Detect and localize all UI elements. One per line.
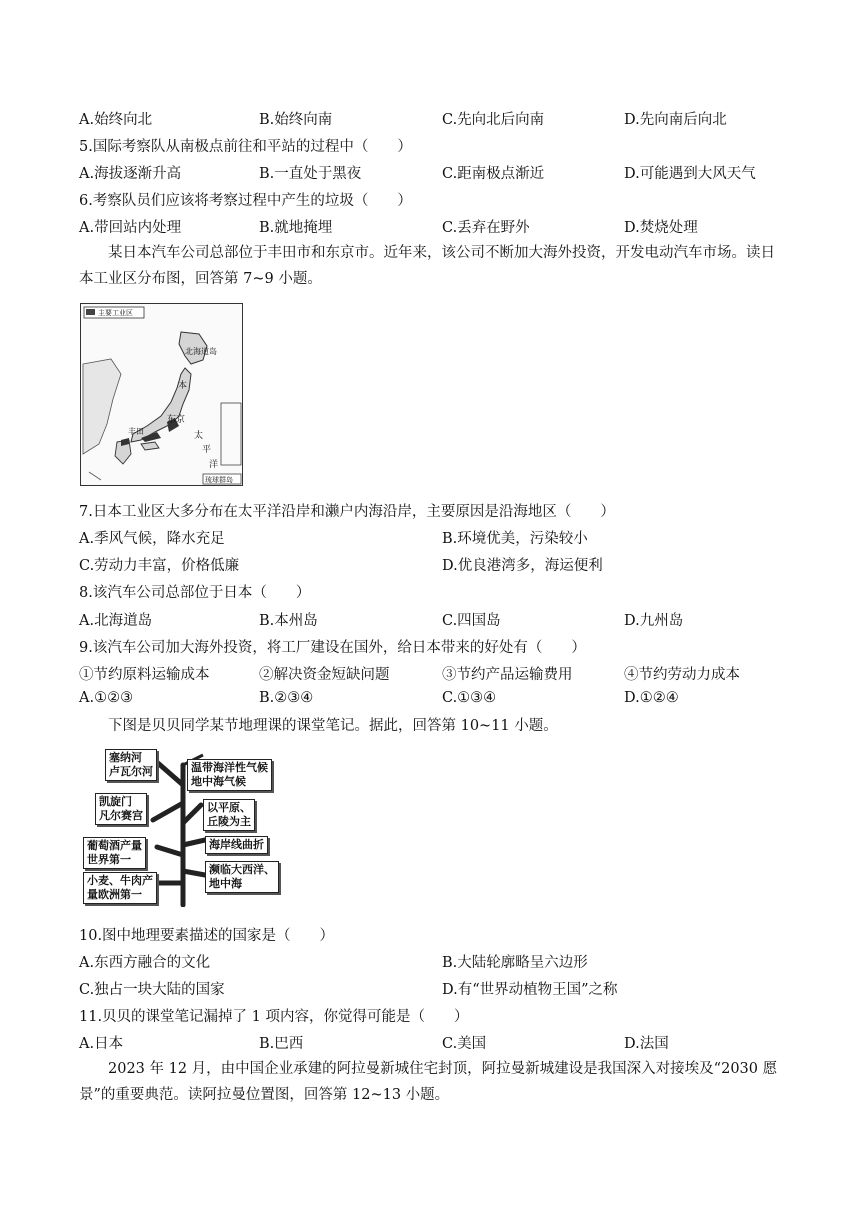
q5-option-b: B.一直处于黑夜 <box>259 166 362 182</box>
q8-option-b: B.本州岛 <box>259 613 318 629</box>
q4-option-c: C.先向北后向南 <box>442 112 545 128</box>
q11-option-c: C.美国 <box>442 1036 487 1052</box>
intro-12-13: 2023 年 12 月，由中国企业承建的阿拉曼新城住宅封顶，阿拉曼新城建设是我国深入对接埃及“2030 愿景”的重要典范。读阿拉曼位置图，回答第 12~13 小题。 <box>79 1061 778 1103</box>
q9-item-1: ①节约原料运输成本 <box>79 667 210 683</box>
note-box-seas: 濒临大西洋、 地中海 <box>205 861 279 893</box>
japan-map-drawing <box>81 304 242 485</box>
note-box-climate: 温带海洋性气候 地中海气候 <box>187 759 272 791</box>
q4-option-b: B.始终向南 <box>259 112 333 128</box>
map-label-yang: 洋 <box>209 460 219 470</box>
map-label-hokkaido: 北海道岛 <box>185 347 217 356</box>
q7-option-b: B.环境优美，污染较小 <box>442 531 588 547</box>
q10-option-d: D.有“世界动植物王国”之称 <box>442 982 618 998</box>
q9-option-d: D.①②④ <box>624 690 679 706</box>
q9-option-a: A.①②③ <box>79 690 134 706</box>
q6-option-d: D.焚烧处理 <box>624 220 698 236</box>
map-label-tai: 太 <box>194 431 204 441</box>
q8-option-a: A.北海道岛 <box>79 613 153 629</box>
q10-option-a: A.东西方融合的文化 <box>79 955 211 971</box>
q6-option-b: B.就地掩埋 <box>259 220 333 236</box>
q8-option-c: C.四国岛 <box>442 613 501 629</box>
map-label-toyota: 丰田 <box>128 427 144 436</box>
q5-option-c: C.距南极点渐近 <box>442 166 545 182</box>
note-box-wine: 葡萄酒产量 世界第一 <box>83 837 146 869</box>
q7-option-c: C.劳动力丰富，价格低廉 <box>79 558 240 574</box>
q11-option-a: A.日本 <box>79 1036 124 1052</box>
q11-option-b: B.巴西 <box>259 1036 304 1052</box>
map-legend-label: 主要工业区 <box>98 309 133 317</box>
q11-stem: 11.贝贝的课堂笔记漏掉了 1 项内容，你觉得可能是（ ） <box>79 1009 469 1025</box>
q8-option-d: D.九州岛 <box>624 613 684 629</box>
note-box-coastline: 海岸线曲折 <box>205 836 268 854</box>
q5-option-a: A.海拔逐渐升高 <box>79 166 182 182</box>
q9-item-3: ③节约产品运输费用 <box>442 667 573 683</box>
q10-option-c: C.独占一块大陆的国家 <box>79 982 225 998</box>
q9-option-c: C.①③④ <box>442 690 497 706</box>
q8-stem: 8.该汽车公司总部位于日本（ ） <box>79 585 311 601</box>
note-box-agriculture: 小麦、牛肉产 量欧洲第一 <box>83 872 157 904</box>
japan-industry-map <box>80 303 243 486</box>
q10-option-b: B.大陆轮廓略呈六边形 <box>442 955 588 971</box>
map-label-ping: 平 <box>202 445 212 455</box>
q9-item-2: ②解决资金短缺问题 <box>259 667 390 683</box>
map-label-tokyo: 东京 <box>167 415 186 425</box>
note-box-landmarks: 凯旋门 凡尔赛宫 <box>95 793 147 825</box>
q6-option-c: C.丢弃在野外 <box>442 220 530 236</box>
q4-option-d: D.先向南后向北 <box>624 112 727 128</box>
q7-stem: 7.日本工业区大多分布在太平洋沿岸和濑户内海沿岸，主要原因是沿海地区（ ） <box>79 504 615 520</box>
q10-stem: 10.图中地理要素描述的国家是（ ） <box>79 928 335 944</box>
class-notes-diagram <box>83 745 293 907</box>
q5-stem: 5.国际考察队从南极点前往和平站的过程中（ ） <box>79 139 412 155</box>
q6-stem: 6.考察队员们应该将考察过程中产生的垃圾（ ） <box>79 193 412 209</box>
q4-option-a: A.始终向北 <box>79 112 153 128</box>
q9-option-b: B.②③④ <box>259 690 314 706</box>
q7-option-a: A.季风气候，降水充足 <box>79 531 225 547</box>
q9-item-4: ④节约劳动力成本 <box>624 667 740 683</box>
note-box-rivers: 塞纳河 卢瓦尔河 <box>105 749 157 781</box>
q9-stem: 9.该汽车公司加大海外投资，将工厂建设在国外，给日本带来的好处有（ ） <box>79 640 586 656</box>
map-label-ben: 本 <box>178 381 188 391</box>
q6-option-a: A.带回站内处理 <box>79 220 182 236</box>
q5-option-d: D.可能遇到大风天气 <box>624 166 756 182</box>
intro-7-9: 某日本汽车公司总部位于丰田市和东京市。近年来，该公司不断加大海外投资，开发电动汽车市场。读日本工业区分布图，回答第 7~9 小题。 <box>79 245 775 287</box>
intro-10-11: 下图是贝贝同学某节地理课的课堂笔记。据此，回答第 10~11 小题。 <box>108 718 558 734</box>
q11-option-d: D.法国 <box>624 1036 669 1052</box>
q7-option-d: D.优良港湾多，海运便利 <box>442 558 603 574</box>
map-label-ryukyu: 琉球群岛 <box>205 476 233 484</box>
note-box-terrain: 以平原、 丘陵为主 <box>203 799 255 831</box>
